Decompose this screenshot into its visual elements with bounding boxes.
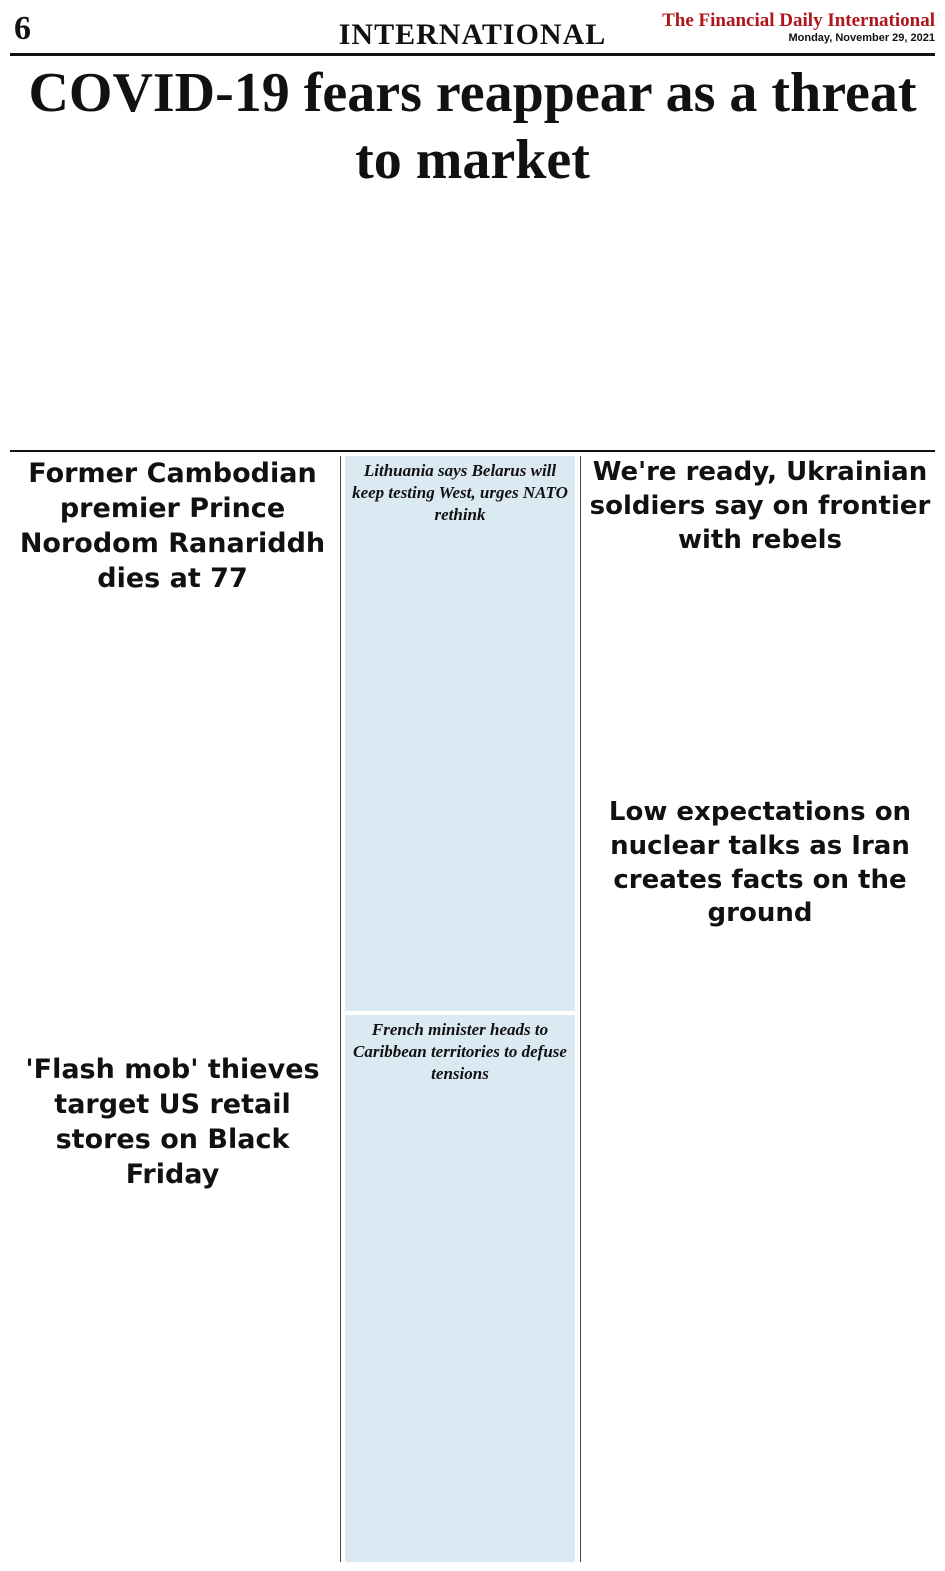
cambodia-article xyxy=(10,456,335,1046)
divider xyxy=(580,456,581,1562)
ukraine-headline: We're ready, Ukrainian soldiers say on frontier with rebels xyxy=(589,457,931,555)
section-title: INTERNATIONAL xyxy=(338,18,607,51)
ukraine-article xyxy=(585,456,935,791)
publication-block xyxy=(662,10,935,44)
flashmob-headline: 'Flash mob' thieves target US retail stores on Black Friday xyxy=(25,1054,320,1191)
iran-article xyxy=(585,796,935,1562)
publication-date: Monday, November 29, 2021 xyxy=(788,32,935,44)
page-number: 6 xyxy=(14,10,31,47)
divider xyxy=(340,456,341,1562)
flashmob-article xyxy=(10,1052,335,1562)
divider xyxy=(10,450,935,452)
masthead xyxy=(10,10,935,56)
cambodia-headline: Former Cambodian premier Prince Norodom Ranariddh dies at 77 xyxy=(19,458,326,595)
lithuania-article xyxy=(345,456,575,1011)
covid-body xyxy=(10,196,935,446)
publication-name: The Financial Daily International xyxy=(662,10,935,31)
france-headline: French minister heads to Caribbean territories to defuse tensions xyxy=(345,1015,575,1089)
covid-headline: COVID-19 fears reappear as a threat to market xyxy=(28,62,917,192)
lithuania-headline: Lithuania says Belarus will keep testing West, urges NATO rethink xyxy=(345,456,575,530)
iran-headline: Low expectations on nuclear talks as Iran creates facts on the ground xyxy=(608,797,912,929)
france-article xyxy=(345,1015,575,1562)
